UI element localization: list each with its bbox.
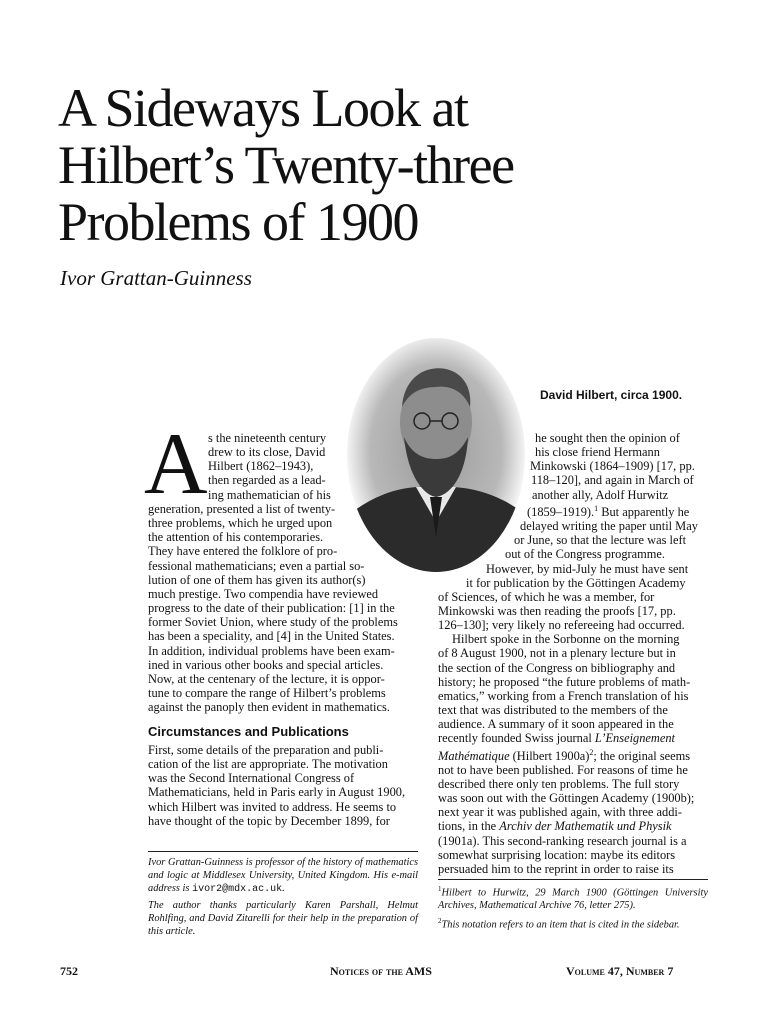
body-line: have thought of the topic by December 1899, for [148,813,390,828]
body-line: s the nineteenth century [208,431,327,445]
body-line: Minkowski was then reading the proofs [17, pp. [438,604,676,618]
body-line: tions, in the Archiv der Mathematik und Physik [438,819,672,834]
body-line: not to have been published. For reasons of time he [438,762,688,777]
body-line: the attention of his contemporaries. [148,530,324,545]
section-paragraph [148,743,418,828]
body-line: he sought then the opinion of [535,431,680,445]
body-line: 118–120], and again in March of [531,473,694,488]
author-name: Ivor Grattan-Guinness [60,266,252,290]
body-line: much prestige. Two compendia have reviewed [148,586,379,601]
title-line-3: Problems of 1900 [58,192,418,252]
journal-name: Notices of the AMS [330,964,432,978]
author-email[interactable]: ivor2@mdx.ac.uk [192,884,283,895]
body-line: history; he proposed “the future problems of math- [438,674,691,689]
body-line: was soon out with the Göttingen Academy (1900b); [438,791,695,806]
body-line: progress to the date of their publication: [1] in the [148,601,395,616]
article-title [58,80,718,251]
footnote-1: $^1$Hilbert to Hurwitz, 29 March 1900 (Göttingen University Archives, Mathematical Archive 76, letter 275). [438,885,708,912]
body-line: (1859–1919).$^1$ But apparently he [527,503,690,519]
body-line: of Sciences, of which he was a member, for [438,589,655,604]
body-line: another ally, Adolf Hurwitz [532,487,669,502]
body-line: Mathématique (Hilbert 1900a)$^2$; the original seems [438,747,691,763]
body-line: fessional mathematicians; even a partial so- [148,558,365,573]
body-line: out of the Congress programme. [505,547,666,562]
body-line: (1901a). This second-ranking research journal is a [438,833,687,848]
body-line: ined in various other books and special articles. [148,657,384,672]
body-line: or June, so that the lecture was left [514,533,687,548]
body-line: First, some details of the preparation and publi- [148,743,384,757]
footnote-mark: 2 [438,917,442,926]
footnote-2: $^2$This notation refers to an item that is cited in the sidebar. [438,917,680,931]
body-line: of 8 August 1900, not in a plenary lecture but in [438,646,676,661]
journal-title: Archiv der Mathematik und Physik [499,819,672,834]
body-line: drew to its close, David [208,445,326,460]
body-line: then regarded as a lead- [208,473,326,488]
author-bio: Ivor Grattan-Guinness is professor of the history of mathematics and logic at Middlesex University, United Kingdom. His e-mail address is ivor2@mdx.ac.uk. [148,857,418,895]
body-line: However, by mid-July he must have sent [486,561,689,576]
body-line: the section of the Congress on bibliography and [438,660,676,675]
footnote-mark: 1 [438,885,442,893]
body-line: has been a speciality, and [4] in the United States. [148,629,395,644]
body-line: Hilbert (1862–1943), [208,459,314,474]
body-line: Minkowski (1864–1909) [17, pp. [530,459,695,474]
body-line: In addition, individual problems have been exam- [148,643,395,658]
acknowledgments: The author thanks particularly Karen Parshall, Helmut Rohlfing, and David Zitarelli for their help in the preparation of this article. [148,900,418,937]
body-line: against the panoply then evident in mathematics. [148,700,390,715]
body-line: recently founded Swiss journal L’Enseignement [438,731,675,746]
body-line: his close friend Hermann [535,445,660,460]
footnote-ref-1[interactable]: 1 [594,503,599,513]
body-line: described there only ten problems. The full story [438,777,680,791]
footnotes [438,883,708,935]
intro-wrapped-lines [208,431,341,502]
body-line: somewhat surprising location: maybe its editors [438,847,676,862]
figure-caption: David Hilbert, circa 1900. [540,388,683,402]
title-line-2: Hilbert’s Twenty-three [58,135,514,195]
body-line: Now, at the centenary of the lecture, it is oppor- [148,671,385,686]
body-line: next year it was published again, with three addi- [438,805,682,820]
footnote-ref-2[interactable]: 2 [589,747,594,757]
body-line: tune to compare the range of Hilbert’s problems [148,686,386,701]
body-line: cation of the list are appropriate. The motivation [148,757,388,772]
right-column-text [438,431,708,876]
body-line: persuaded him to the reprint in order to raise its [438,861,674,876]
body-line: was the Second International Congress of [148,771,355,786]
body-line: lution of one of them has given its author(s) [148,572,366,587]
footnote-rule [438,879,708,880]
volume-info: Volume 47, Number 7 [566,964,674,978]
body-line: it for publication by the Göttingen Academy [466,575,686,590]
body-line: generation, presented a list of twenty- [148,502,336,516]
body-line: Mathematicians, held in Paris early in August 1900, [148,785,406,800]
section-heading: Circumstances and Publications [148,724,349,739]
title-line-1: A Sideways Look at [58,78,468,138]
body-line: audience. A summary of it soon appeared in the [438,717,674,732]
body-line: Hilbert spoke in the Sorbonne on the morning [452,632,680,647]
body-line: three problems, which he urged upon [148,516,333,531]
journal-title: Mathématique [438,748,510,763]
body-line: former Soviet Union, where study of the problems [148,615,398,630]
drop-cap: A [144,416,208,513]
body-line: They have entered the folklore of pro- [148,544,338,559]
body-line: ematics,” working from a French translation of his [438,688,689,703]
journal-title: L’Enseignement [594,731,675,746]
body-line: ing mathematician of his [208,487,331,502]
author-note [148,856,418,941]
footnote-rule [148,851,418,852]
page-number: 752 [60,964,78,978]
body-line: which Hilbert was invited to address. He seems to [148,799,397,814]
body-line: delayed writing the paper until May [520,519,698,534]
body-line: text that was distributed to the members of the [438,703,668,718]
body-line: 126–130]; very likely no refereeing had occurred. [438,618,685,633]
intro-paragraph [148,502,418,714]
